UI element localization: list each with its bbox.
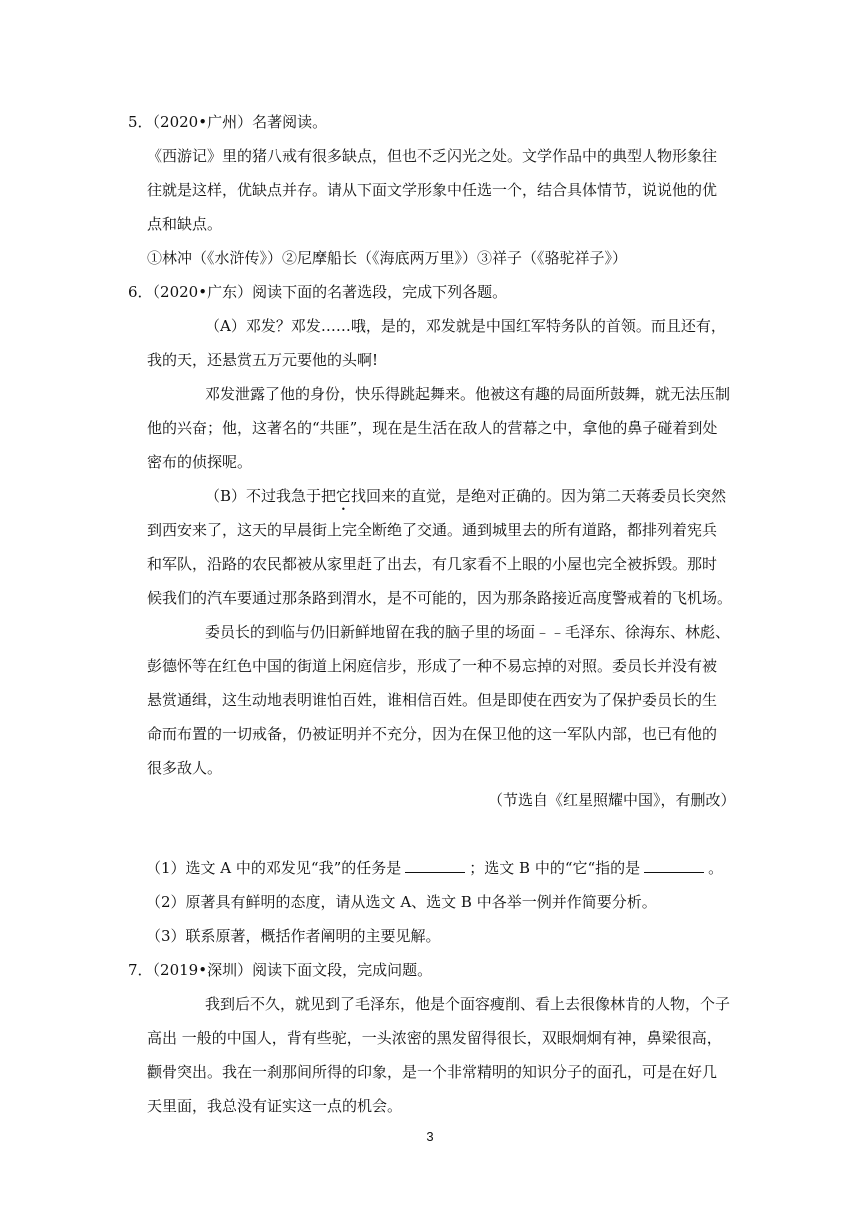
passage-line: 委员长的到临与仍旧新鲜地留在我的脑子里的场面﹣﹣毛泽东、徐海东、林彪、: [205, 623, 731, 641]
page-number: 3: [426, 1129, 434, 1144]
passage-text: 找回来的直觉，是绝对正确的。因为第二天蒋委员长突然: [351, 487, 727, 505]
passage-line: 邓发泄露了他的身份，快乐得跳起舞来。他被这有趣的局面所鼓舞，就无法压制: [205, 385, 731, 403]
passage-line: 候我们的汽车要通过那条路到渭水，是不可能的，因为那条路接近高度警戒着的飞机场。: [147, 589, 733, 607]
sub-question-text: ；选文 B 中的“它“指的是: [469, 859, 641, 877]
answer-blank[interactable]: [405, 858, 465, 873]
passage-line: （A）邓发？邓发……哦，是的，邓发就是中国红军特务队的首领。而且还有，: [205, 317, 726, 335]
paragraph-line: 《西游记》里的猪八戒有很多缺点，但也不乏闪光之处。文学作品中的典型人物形象往: [147, 147, 718, 165]
paragraph-line: 天里面，我总没有证实这一点的机会。: [147, 1097, 403, 1115]
passage-line: 很多敌人。: [147, 759, 223, 777]
passage-line: 他的兴奋；他，这著名的“共匪”，现在是生活在敌人的营幕之中，拿他的鼻子碰着到处: [147, 419, 718, 437]
sub-question-3: （3）联系原著，概括作者阐明的主要见解。: [146, 927, 441, 945]
paragraph-line: 我到后不久，就见到了毛泽东，他是个面容瘦削、看上去很像林肯的人物，个子: [205, 995, 731, 1013]
sub-question-2: （2）原著具有鲜明的态度，请从选文 A、选文 B 中各举一例并作简要分析。: [146, 893, 657, 911]
source-citation: （节选自《红星照耀中国》，有删改）: [488, 791, 736, 809]
paragraph-line: 高出 一般的中国人，背有些驼，一头浓密的黑发留得很长，双眼炯炯有神，鼻梁很高，: [147, 1029, 722, 1047]
sub-question-1: [146, 858, 723, 878]
passage-line: 命而布置的一切戒备，仍被证明并不充分，因为在保卫他的这一军队内部，也已有他的: [147, 725, 718, 743]
paragraph-line: 往就是这样，优缺点并存。请从下面文学形象中任选一个，结合具体情节，说说他的优: [147, 181, 718, 199]
passage-line: 彭德怀等在红色中国的街道上闲庭信步，形成了一种不易忘掉的对照。委员长并没有被: [147, 657, 718, 675]
passage-line: 密布的侦探呢。: [147, 453, 253, 471]
passage-line: 我的天，还悬赏五万元要他的头啊!: [147, 351, 379, 369]
emphasized-word: 它: [336, 487, 352, 505]
options-line: ①林冲（《水浒传》）②尼摩船长（《海底两万里》）③祥子（《骆驼祥子》）: [147, 249, 628, 267]
question-7-header: 7．（2019•深圳）阅读下面文段，完成问题。: [128, 961, 433, 979]
passage-b-first-line: [205, 486, 726, 514]
passage-line: 到西安来了，这天的早晨街上完全断绝了交通。通到城里去的所有道路，都排列着宪兵: [147, 521, 718, 539]
paragraph-line: 颧骨突出。我在一刹那间所得的印象，是一个非常精明的知识分子的面孔，可是在好几: [147, 1063, 718, 1081]
answer-blank[interactable]: [644, 858, 704, 873]
passage-text: （B）不过我急于把: [205, 487, 337, 505]
paragraph-line: 点和缺点。: [147, 215, 223, 233]
passage-line: 和军队，沿路的农民都被从家里赶了出去，有几家看不上眼的小屋也完全被拆毁。那时: [147, 555, 718, 573]
question-5-header: 5．（2020•广州）名著阅读。: [128, 113, 328, 131]
sub-question-text: （1）选文 A 中的邓发见“我”的任务是: [146, 859, 402, 877]
sub-question-text: 。: [708, 859, 724, 877]
question-6-header: 6．（2020•广东）阅读下面的名著选段，完成下列各题。: [128, 283, 508, 301]
passage-line: 悬赏通缉，这生动地表明谁怕百姓，谁相信百姓。但是即使在西安为了保护委员长的生: [147, 691, 718, 709]
